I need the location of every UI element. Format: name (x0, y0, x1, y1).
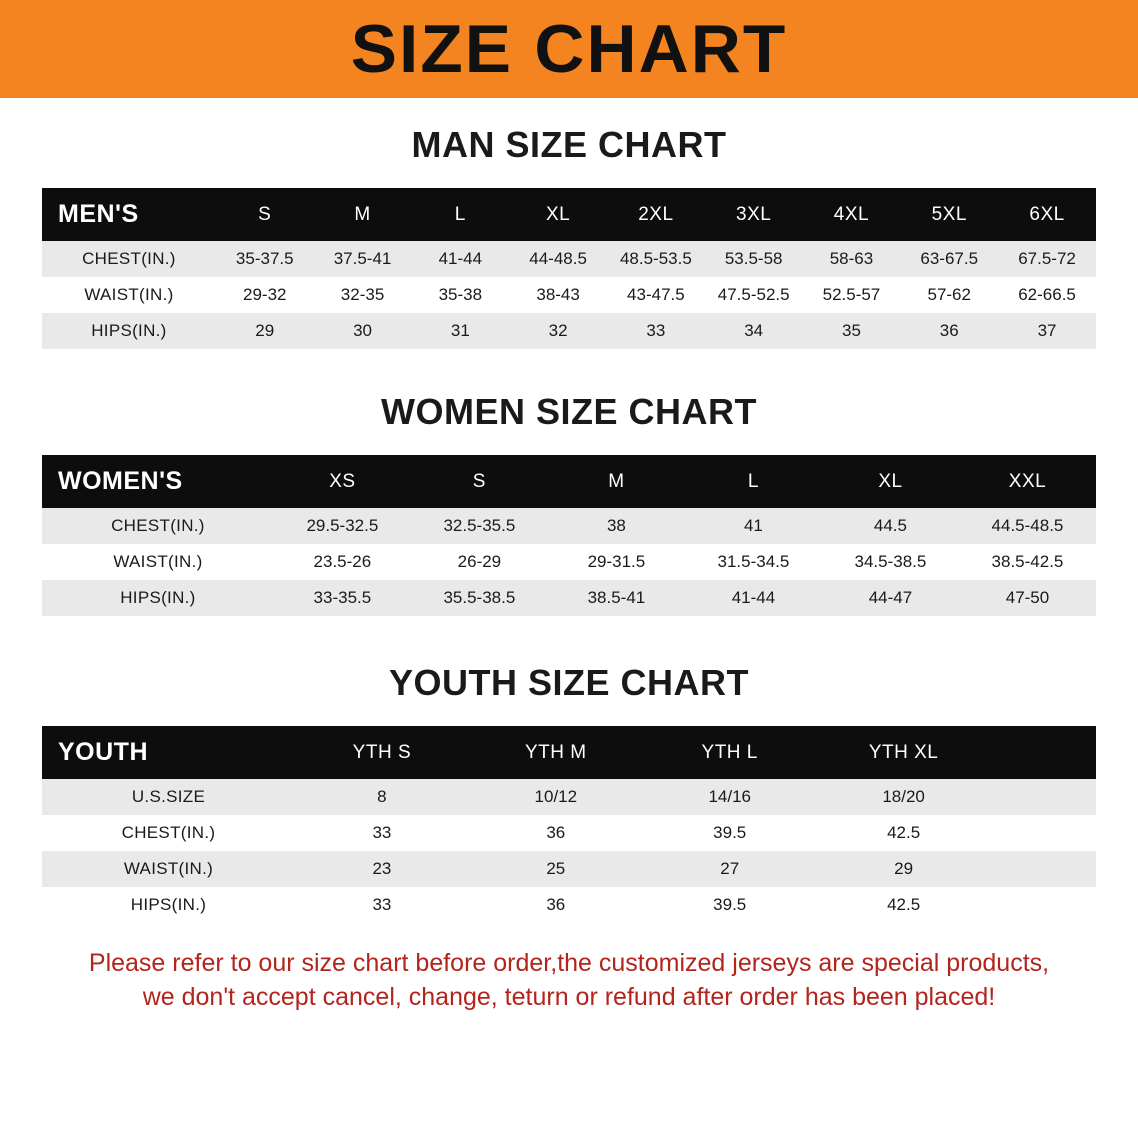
table-cell: 41-44 (685, 580, 822, 616)
table-cell: 36 (900, 313, 998, 349)
women-col-header: L (747, 470, 759, 492)
table-cell: 57-62 (900, 277, 998, 313)
table-cell: 8 (295, 779, 469, 815)
women-row-label: HIPS(IN.) (42, 580, 274, 616)
table-cell: 44.5 (822, 508, 959, 544)
table-cell: 35 (803, 313, 901, 349)
man-section-heading: MAN SIZE CHART (411, 124, 727, 165)
table-cell: 31 (411, 313, 509, 349)
table-cell: 29-32 (216, 277, 314, 313)
man-col-header: 6XL (1029, 203, 1065, 225)
disclaimer-line-2: we don't accept cancel, change, teturn or refund after order has been placed! (142, 982, 996, 1011)
table-cell: 52.5-57 (803, 277, 901, 313)
women-col-header: XS (329, 470, 356, 492)
table-cell: 42.5 (817, 815, 991, 851)
women-col-header: XL (878, 470, 903, 492)
youth-col-header: YTH M (525, 741, 587, 763)
table-row (42, 779, 1096, 815)
table-cell: 23 (295, 851, 469, 887)
table-header-row (42, 726, 1096, 779)
women-col-header: S (472, 470, 486, 492)
table-row (42, 277, 1096, 313)
youth-col-header: YTH L (701, 741, 758, 763)
women-col-header: XXL (1008, 470, 1047, 492)
table-cell: 41-44 (411, 241, 509, 277)
table-cell-spacer (991, 887, 1096, 923)
table-cell-spacer (991, 815, 1096, 851)
youth-section-heading: YOUTH SIZE CHART (388, 662, 749, 703)
man-col-header: 3XL (736, 203, 772, 225)
women-table-body (42, 508, 1096, 616)
table-cell: 29-31.5 (548, 544, 685, 580)
man-row-label: WAIST(IN.) (42, 277, 216, 313)
table-cell: 33 (295, 887, 469, 923)
table-row (42, 544, 1096, 580)
women-col-header: M (608, 470, 625, 492)
disclaimer-note (36, 947, 1102, 1015)
man-col-header: XL (545, 203, 571, 225)
women-row-label-header: WOMEN'S (58, 467, 183, 495)
table-cell: 32.5-35.5 (411, 508, 548, 544)
youth-table-body (42, 779, 1096, 923)
table-cell: 36 (469, 887, 643, 923)
table-cell: 38.5-42.5 (959, 544, 1096, 580)
table-cell: 26-29 (411, 544, 548, 580)
man-row-label: HIPS(IN.) (42, 313, 216, 349)
table-cell: 39.5 (643, 815, 817, 851)
table-cell: 33 (607, 313, 705, 349)
man-table-body (42, 241, 1096, 349)
table-row (42, 241, 1096, 277)
table-cell-spacer (991, 851, 1096, 887)
table-cell: 35-38 (411, 277, 509, 313)
youth-row-label-header: YOUTH (58, 738, 148, 766)
man-row-label-header: MEN'S (58, 200, 139, 228)
table-cell: 63-67.5 (900, 241, 998, 277)
table-header-row (42, 188, 1096, 241)
man-col-header: 2XL (638, 203, 674, 225)
table-cell: 33-35.5 (274, 580, 411, 616)
table-row (42, 313, 1096, 349)
youth-table-wrap (42, 726, 1096, 923)
table-cell: 37 (998, 313, 1096, 349)
women-section-heading: WOMEN SIZE CHART (381, 391, 757, 432)
man-table-header (42, 188, 1096, 241)
man-col-header: 5XL (931, 203, 967, 225)
table-cell: 29.5-32.5 (274, 508, 411, 544)
table-cell: 67.5-72 (998, 241, 1096, 277)
table-cell: 44.5-48.5 (959, 508, 1096, 544)
table-row (42, 580, 1096, 616)
man-col-header: 4XL (833, 203, 870, 225)
man-col-header: L (454, 203, 466, 225)
man-col-header: M (354, 203, 371, 225)
table-cell: 48.5-53.5 (607, 241, 705, 277)
youth-header-spacer (991, 726, 1096, 779)
page-title: SIZE CHART (350, 11, 788, 87)
page-banner (0, 0, 1138, 98)
table-cell: 41 (685, 508, 822, 544)
table-cell: 44-47 (822, 580, 959, 616)
table-cell: 31.5-34.5 (685, 544, 822, 580)
table-row (42, 851, 1096, 887)
women-row-label: CHEST(IN.) (42, 508, 274, 544)
women-size-table (42, 455, 1096, 616)
table-cell: 14/16 (643, 779, 817, 815)
man-table-wrap (42, 188, 1096, 349)
youth-row-label: U.S.SIZE (42, 779, 295, 815)
table-cell: 32-35 (314, 277, 412, 313)
table-cell: 23.5-26 (274, 544, 411, 580)
youth-row-label: CHEST(IN.) (42, 815, 295, 851)
table-cell: 25 (469, 851, 643, 887)
table-cell: 33 (295, 815, 469, 851)
table-cell: 58-63 (803, 241, 901, 277)
table-row (42, 815, 1096, 851)
table-cell: 43-47.5 (607, 277, 705, 313)
table-cell: 53.5-58 (705, 241, 803, 277)
youth-row-label: HIPS(IN.) (42, 887, 295, 923)
table-cell: 29 (216, 313, 314, 349)
table-row (42, 887, 1096, 923)
table-cell: 32 (509, 313, 607, 349)
youth-row-label: WAIST(IN.) (42, 851, 295, 887)
disclaimer-line-1: Please refer to our size chart before order,the customized jerseys are special products, (88, 949, 1050, 977)
table-cell: 44-48.5 (509, 241, 607, 277)
table-cell: 35.5-38.5 (411, 580, 548, 616)
table-header-row (42, 455, 1096, 508)
table-cell: 30 (314, 313, 412, 349)
table-cell: 42.5 (817, 887, 991, 923)
table-cell: 37.5-41 (314, 241, 412, 277)
table-cell-spacer (991, 779, 1096, 815)
youth-col-header: YTH S (352, 741, 412, 763)
table-row (42, 508, 1096, 544)
table-cell: 39.5 (643, 887, 817, 923)
youth-col-header: YTH XL (868, 741, 939, 763)
table-cell: 36 (469, 815, 643, 851)
table-cell: 38 (548, 508, 685, 544)
table-cell: 18/20 (817, 779, 991, 815)
table-cell: 27 (643, 851, 817, 887)
table-cell: 34.5-38.5 (822, 544, 959, 580)
women-table-header (42, 455, 1096, 508)
table-cell: 10/12 (469, 779, 643, 815)
women-table-wrap (42, 455, 1096, 616)
table-cell: 38.5-41 (548, 580, 685, 616)
table-cell: 47.5-52.5 (705, 277, 803, 313)
table-cell: 34 (705, 313, 803, 349)
table-cell: 35-37.5 (216, 241, 314, 277)
table-cell: 38-43 (509, 277, 607, 313)
man-size-table (42, 188, 1096, 349)
women-row-label: WAIST(IN.) (42, 544, 274, 580)
table-cell: 47-50 (959, 580, 1096, 616)
youth-size-table (42, 726, 1096, 923)
table-cell: 29 (817, 851, 991, 887)
man-col-header: S (258, 203, 272, 225)
man-row-label: CHEST(IN.) (42, 241, 216, 277)
table-cell: 62-66.5 (998, 277, 1096, 313)
youth-table-header (42, 726, 1096, 779)
